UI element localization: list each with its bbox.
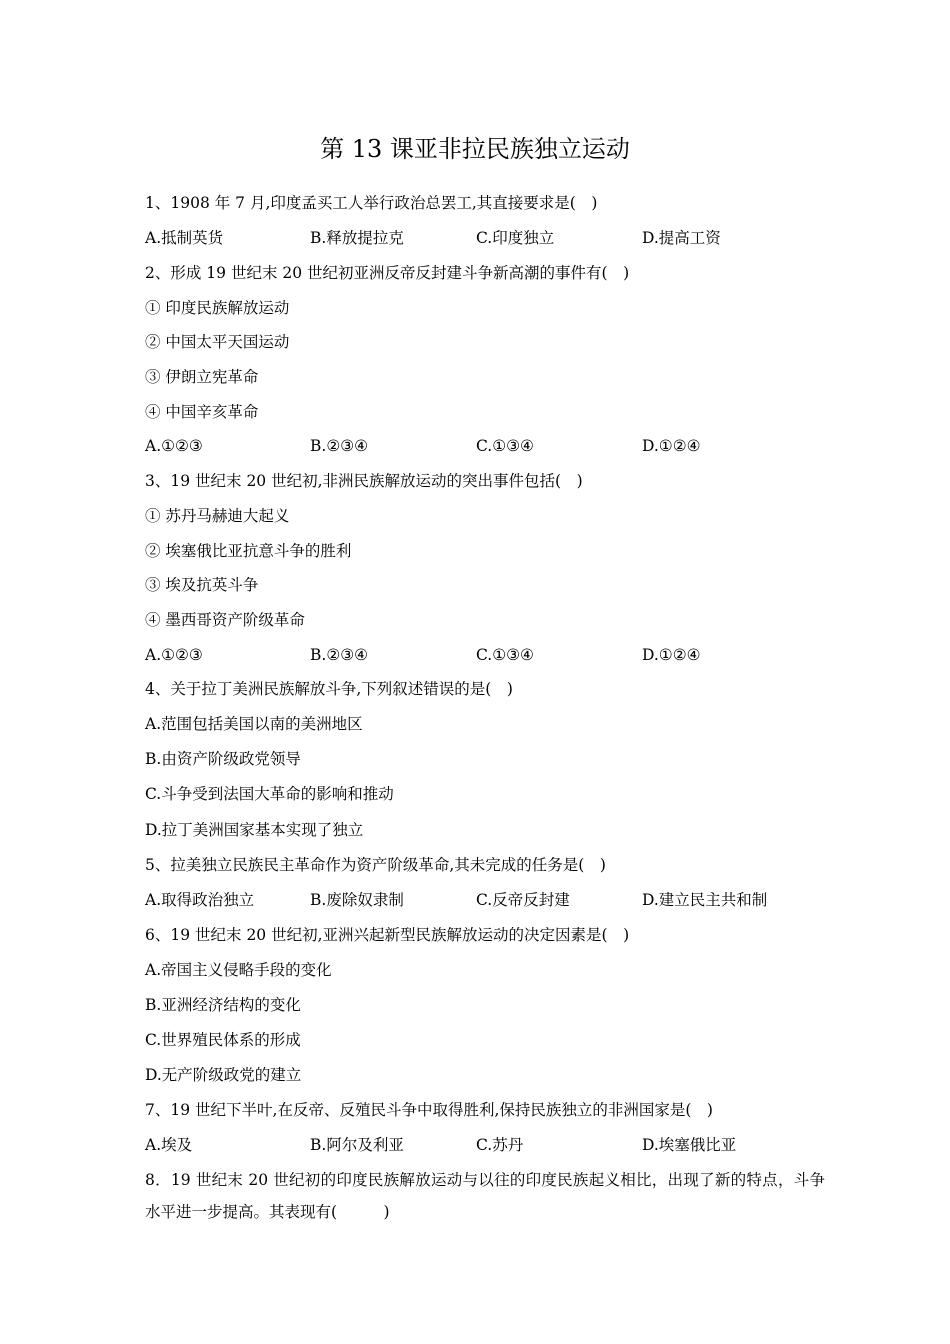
question-1-option-b: B.释放提拉克 [310, 229, 404, 247]
question-7-option-b: B.阿尔及利亚 [310, 1136, 404, 1154]
question-1-stem: 1、1908 年 7 月,印度孟买工人举行政治总罢工,其直接要求是( ) [145, 194, 598, 212]
question-6-option-a: A.帝国主义侵略手段的变化 [145, 961, 332, 979]
question-2-option-a: A.①②③ [145, 437, 203, 455]
question-1-option-a: A.抵制英货 [145, 229, 224, 247]
question-4-stem: 4、关于拉丁美洲民族解放斗争,下列叙述错误的是( ) [145, 680, 513, 698]
question-6-stem: 6、19 世纪末 20 世纪初,亚洲兴起新型民族解放运动的决定因素是( ) [145, 926, 630, 944]
question-3-option-d: D.①②④ [642, 646, 701, 664]
question-2-item-4: ④ 中国辛亥革命 [145, 403, 259, 421]
question-3-item-2: ② 埃塞俄比亚抗意斗争的胜利 [145, 542, 352, 560]
question-5-option-b: B.废除奴隶制 [310, 891, 404, 909]
question-5-stem: 5、拉美独立民族民主革命作为资产阶级革命,其未完成的任务是( ) [145, 856, 606, 874]
question-6-option-b: B.亚洲经济结构的变化 [145, 996, 301, 1014]
question-4-option-b: B.由资产阶级政党领导 [145, 750, 301, 768]
question-3-item-1: ① 苏丹马赫迪大起义 [145, 507, 290, 525]
question-1-option-c: C.印度独立 [476, 229, 555, 247]
question-3-item-4: ④ 墨西哥资产阶级革命 [145, 611, 305, 629]
question-2-item-1: ① 印度民族解放运动 [145, 299, 290, 317]
question-5-option-d: D.建立民主共和制 [642, 891, 768, 909]
question-2-item-2: ② 中国太平天国运动 [145, 333, 290, 351]
question-6-option-d: D.无产阶级政党的建立 [145, 1066, 302, 1084]
question-8-stem: 8．19 世纪末 20 世纪初的印度民族解放运动与以往的印度民族起义相比，出现了新的特点，斗争水平进一步提高。其表现有( ) [145, 1171, 825, 1221]
question-7-option-d: D.埃塞俄比亚 [642, 1136, 737, 1154]
question-4-option-a: A.范围包括美国以南的美洲地区 [145, 715, 363, 733]
question-2-item-3: ③ 伊朗立宪革命 [145, 368, 259, 386]
question-3-item-3: ③ 埃及抗英斗争 [145, 576, 259, 594]
question-3-option-c: C.①③④ [476, 646, 534, 664]
page-title: 第 13 课亚非拉民族独立运动 [320, 135, 630, 163]
question-2-stem: 2、形成 19 世纪末 20 世纪初亚洲反帝反封建斗争新高潮的事件有( ) [145, 264, 630, 282]
question-6-option-c: C.世界殖民体系的形成 [145, 1031, 301, 1049]
question-3-option-b: B.②③④ [310, 646, 369, 664]
question-2-option-c: C.①③④ [476, 437, 534, 455]
question-3-stem: 3、19 世纪末 20 世纪初,非洲民族解放运动的突出事件包括( ) [145, 472, 583, 490]
question-7-option-c: C.苏丹 [476, 1136, 524, 1154]
question-4-option-d: D.拉丁美洲国家基本实现了独立 [145, 821, 364, 839]
question-7-stem: 7、19 世纪下半叶,在反帝、反殖民斗争中取得胜利,保持民族独立的非洲国家是( ) [145, 1101, 713, 1119]
question-5-option-a: A.取得政治独立 [145, 891, 255, 909]
question-5-option-c: C.反帝反封建 [476, 891, 570, 909]
question-7-option-a: A.埃及 [145, 1136, 193, 1154]
question-3-option-a: A.①②③ [145, 646, 203, 664]
question-1-option-d: D.提高工资 [642, 229, 721, 247]
question-4-option-c: C.斗争受到法国大革命的影响和推动 [145, 785, 394, 803]
question-2-option-d: D.①②④ [642, 437, 701, 455]
question-2-option-b: B.②③④ [310, 437, 369, 455]
